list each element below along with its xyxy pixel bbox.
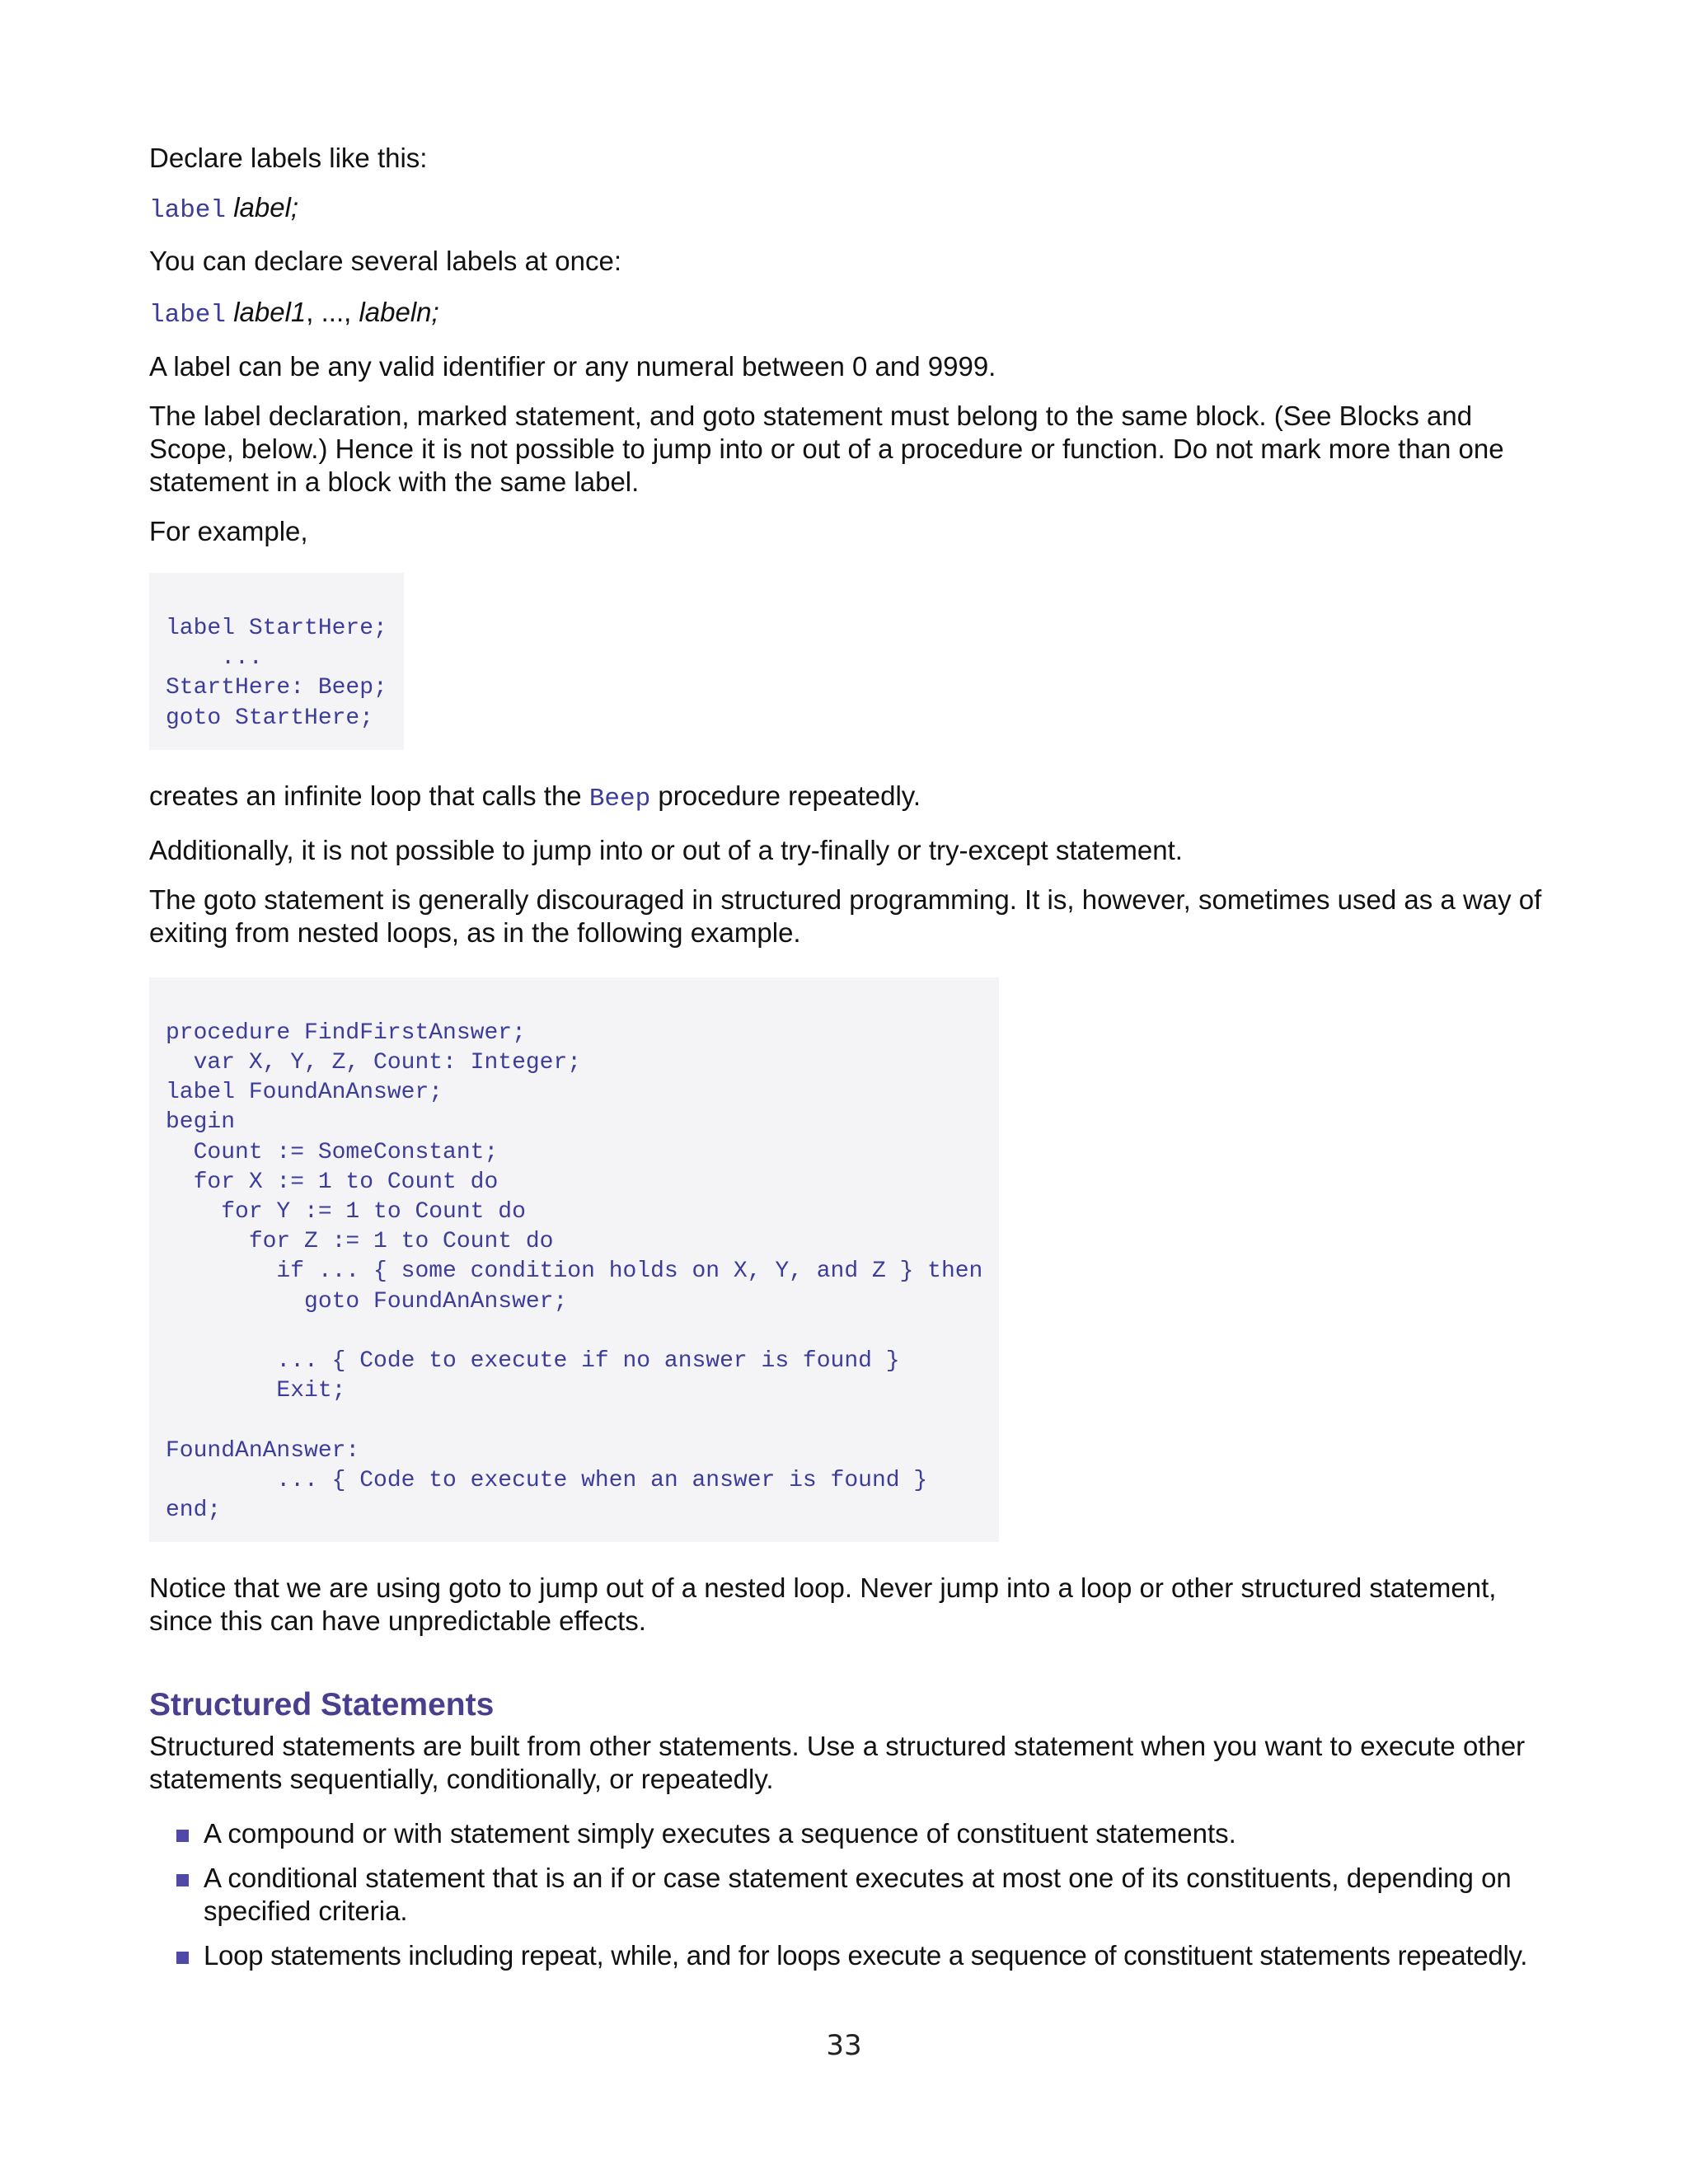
valid-label-text: A label can be any valid identifier or any numeral between 0 and 9999. <box>149 351 996 382</box>
infinite-loop-suffix: procedure repeatedly. <box>650 780 921 811</box>
list-item-text: A compound or with statement simply executes a sequence of constituent statements. <box>204 1818 1236 1849</box>
multi-label-declaration-syntax <box>149 296 1550 332</box>
labeln-name: labeln; <box>359 297 439 327</box>
label-name: label; <box>233 192 299 223</box>
label1-name: label1 <box>233 297 307 327</box>
code-example-findfirstanswer: procedure FindFirstAnswer; var X, Y, Z, Count: Integer; label FoundAnAnswer; begin Count := SomeConstant; for X := 1 to Count do for Y := 1 to Count do for Z := 1 to Count do if ... { some condition holds on X, Y, and Z } then goto FoundAnAnswer; ... { Code to execute if no answer is found } Exit; FoundAnAnswer: ... { Code to execute when an answer is found } end; <box>149 977 999 1542</box>
notice-paragraph: Notice that we are using goto to jump out of a nested loop. Never jump into a loop or other structured statement, since this can have unpredictable effects. <box>149 1572 1497 1637</box>
label-ellipsis: , ..., <box>306 297 359 327</box>
infinite-loop-text <box>149 780 1550 816</box>
try-statement-text: Additionally, it is not possible to jump into or out of a try-finally or try-except statement. <box>149 834 1183 865</box>
declare-labels-text: Declare labels like this: <box>149 143 428 173</box>
list-item <box>149 1939 1550 1972</box>
several-labels-text: You can declare several labels at once: <box>149 246 621 276</box>
infinite-loop-prefix: creates an infinite loop that calls the <box>149 780 589 811</box>
list-item-text: Loop statements including repeat, while, and for loops execute a sequence of constituent statements repeatedly. <box>204 1940 1528 1971</box>
square-bullet-icon <box>176 1952 189 1964</box>
page-number: 33 <box>826 2029 862 2062</box>
goto-discouraged-paragraph: The goto statement is generally discouraged in structured programming. It is, however, sometimes used as a way of exiting from nested loops, as in the following example. <box>149 883 1542 948</box>
list-item-text: A conditional statement that is an if or case statement executes at most one of its constituents, depending on specified criteria. <box>204 1863 1512 1927</box>
beep-code: Beep <box>588 784 651 813</box>
for-example-text: For example, <box>149 516 308 546</box>
document-body <box>149 142 1550 1972</box>
label-keyword: label <box>149 196 227 225</box>
square-bullet-icon <box>176 1830 189 1842</box>
structured-statements-heading: Structured Statements <box>149 1687 495 1723</box>
list-item <box>149 1817 1550 1850</box>
same-block-paragraph: The label declaration, marked statement, and goto statement must belong to the same block. (See Blocks and Scope, below.) Hence it is not possible to jump into or out of a procedure or function. Do not mark more than one statement in a block with the same label. <box>149 401 1504 497</box>
label-keyword: label <box>149 301 227 330</box>
structured-statements-list <box>149 1817 1550 1972</box>
square-bullet-icon <box>176 1874 189 1886</box>
label-declaration-syntax <box>149 191 1550 227</box>
structured-statements-intro: Structured statements are built from other statements. Use a structured statement when you want to execute other statements sequentially, conditionally, or repeatedly. <box>149 1731 1526 1795</box>
code-example-starthere: label StartHere; ... StartHere: Beep; goto StartHere; <box>149 573 404 750</box>
list-item <box>149 1862 1550 1928</box>
